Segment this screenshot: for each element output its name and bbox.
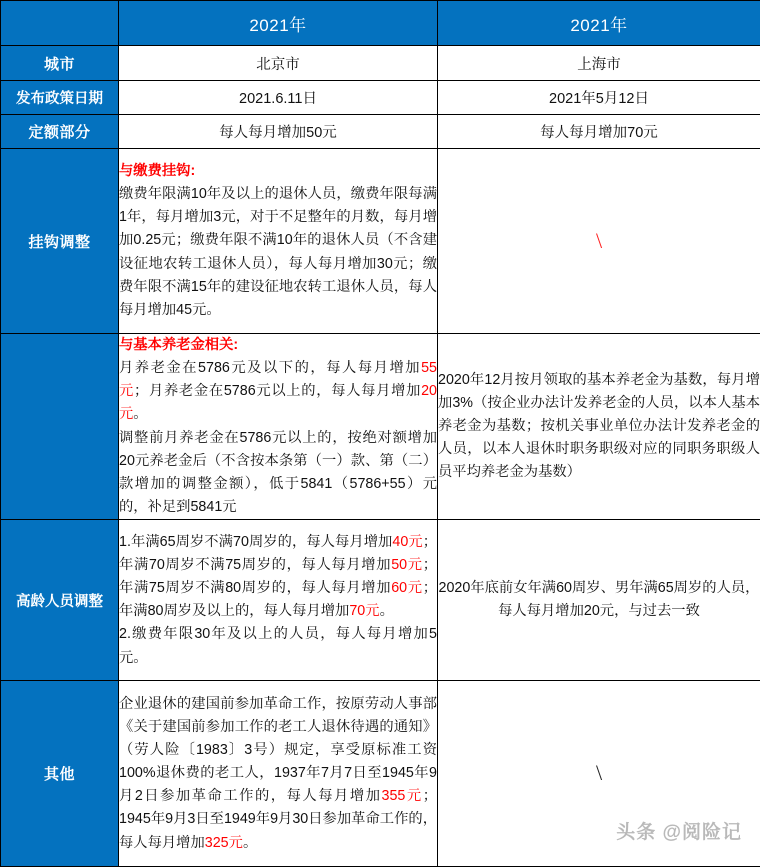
oth-text-a: 企业退休的建国前参加革命工作，按原劳动人事部《关于建国前参加工作的老工人退休待遇的通知》（劳人险〔1983〕3号）规定，享受原标准工资100%退休费的老工人，1937年7月7日至1945年9月2日参加革命工作的，每人每月增加 <box>119 696 437 805</box>
header-year-beijing: 2021年 <box>119 1 438 46</box>
table-row-linked-contribution <box>1 149 760 334</box>
oth-highlight-325: 325元 <box>205 835 243 851</box>
table-header-row <box>1 1 760 46</box>
oth-text-b: ；1945年9月3日至1949年9月30日参加革命工作的，每人每月增加 <box>119 788 437 850</box>
cell-beijing-linked-contribution <box>119 149 438 334</box>
cell-beijing-policy-date: 2021.6.11日 <box>119 81 438 115</box>
cell-shanghai-policy-date: 2021年5月12日 <box>438 81 760 115</box>
eld-highlight-60: 60元 <box>391 580 423 596</box>
table-row-fixed-part <box>1 115 760 149</box>
empty-slash-icon: \ <box>596 230 602 252</box>
cell-shanghai-city: 上海市 <box>438 46 760 81</box>
table-row-city <box>1 46 760 81</box>
eld-text-b: ；年满70周岁不满75周岁的，每人每月增加 <box>119 534 437 573</box>
shanghai-linked-pension-body: 2020年12月按月领取的基本养老金为基数，每月增加3%（按企业办法计发养老金的人员，以本人基本养老金为基数；按机关事业单位办法计发养老金的人员，以本人退休时职务职级对应的同职务职级人员平均养老金为基数） <box>438 369 760 485</box>
linked-contribution-heading: 与缴费挂钩: <box>119 160 437 183</box>
cell-beijing-elderly <box>119 520 438 681</box>
row-label-city: 城市 <box>1 46 119 81</box>
cell-shanghai-other <box>438 681 760 867</box>
oth-text-c: 。 <box>243 835 257 851</box>
cell-shanghai-linked-contribution <box>438 149 760 334</box>
shanghai-elderly-body: 2020年底前女年满60周岁、男年满65周岁的人员，每人每月增加20元，与过去一致 <box>438 577 760 623</box>
cell-shanghai-fixed-part: 每人每月增加70元 <box>438 115 760 149</box>
lp-highlight-55: 55元 <box>119 360 437 399</box>
eld-highlight-40: 40元 <box>392 534 422 550</box>
table-row-linked-pension <box>1 334 760 520</box>
eld-highlight-50: 50元 <box>391 557 423 573</box>
header-corner-cell <box>1 1 119 46</box>
empty-slash-icon: \ <box>596 762 602 784</box>
table-row-other <box>1 681 760 867</box>
row-label-policy-date: 发布政策日期 <box>1 81 119 115</box>
table-row-policy-date <box>1 81 760 115</box>
row-label-other: 其他 <box>1 681 119 867</box>
linked-pension-paragraph-2: 调整前月养老金在5786元以上的，按绝对额增加20元养老金后（不含按本条第（一）款、第（二）款增加的调整金额），低于5841（5786+55）元的，补足到5841元 <box>119 427 437 520</box>
lp-text-c: 。 <box>133 406 147 422</box>
row-label-linked-adjust: 挂钩调整 <box>1 149 119 334</box>
cell-shanghai-elderly <box>438 520 760 681</box>
row-label-linked-adjust-continued <box>1 334 119 520</box>
elderly-paragraph-2: 2.缴费年限30年及以上的人员，每人每月增加5元。 <box>119 623 437 669</box>
oth-highlight-355: 355元 <box>382 788 423 804</box>
cell-beijing-fixed-part: 每人每月增加50元 <box>119 115 438 149</box>
cell-beijing-other <box>119 681 438 867</box>
elderly-paragraph-1 <box>119 531 437 624</box>
lp-highlight-20: 20元 <box>119 383 437 422</box>
lp-text-b: ；月养老金在5786元以上的，每人每月增加 <box>134 383 421 399</box>
cell-shanghai-linked-pension <box>438 334 760 520</box>
linked-pension-paragraph-1 <box>119 357 437 426</box>
eld-text-c: ；年满75周岁不满80周岁的，每人每月增加 <box>119 557 437 596</box>
row-label-elderly-adjust: 高龄人员调整 <box>1 520 119 681</box>
header-year-shanghai: 2021年 <box>438 1 760 46</box>
lp-text-a: 月养老金在5786元及以下的，每人每月增加 <box>119 360 421 376</box>
eld-text-a: 1.年满65周岁不满70周岁的，每人每月增加 <box>119 534 392 550</box>
eld-text-d: ；年满80周岁及以上的，每人每月增加 <box>119 580 437 619</box>
eld-highlight-70: 70元 <box>349 603 379 619</box>
other-paragraph <box>119 693 437 855</box>
table-row-elderly-adjust <box>1 520 760 681</box>
linked-pension-heading: 与基本养老金相关: <box>119 334 437 357</box>
watermark: 头条 @阅险记 <box>616 817 742 844</box>
eld-text-e: 。 <box>380 603 394 619</box>
cell-beijing-linked-pension <box>119 334 438 520</box>
linked-contribution-body: 缴费年限满10年及以上的退休人员，缴费年限每满1年，每月增加3元，对于不足整年的月数，每月增加0.25元；缴费年限不满10年的退休人员（不含建设征地农转工退休人员），每人每月增加30元；缴费年限不满15年的建设征地农转工退休人员，每人每月增加45元。 <box>119 183 437 322</box>
cell-beijing-city: 北京市 <box>119 46 438 81</box>
row-label-fixed-part: 定额部分 <box>1 115 119 149</box>
